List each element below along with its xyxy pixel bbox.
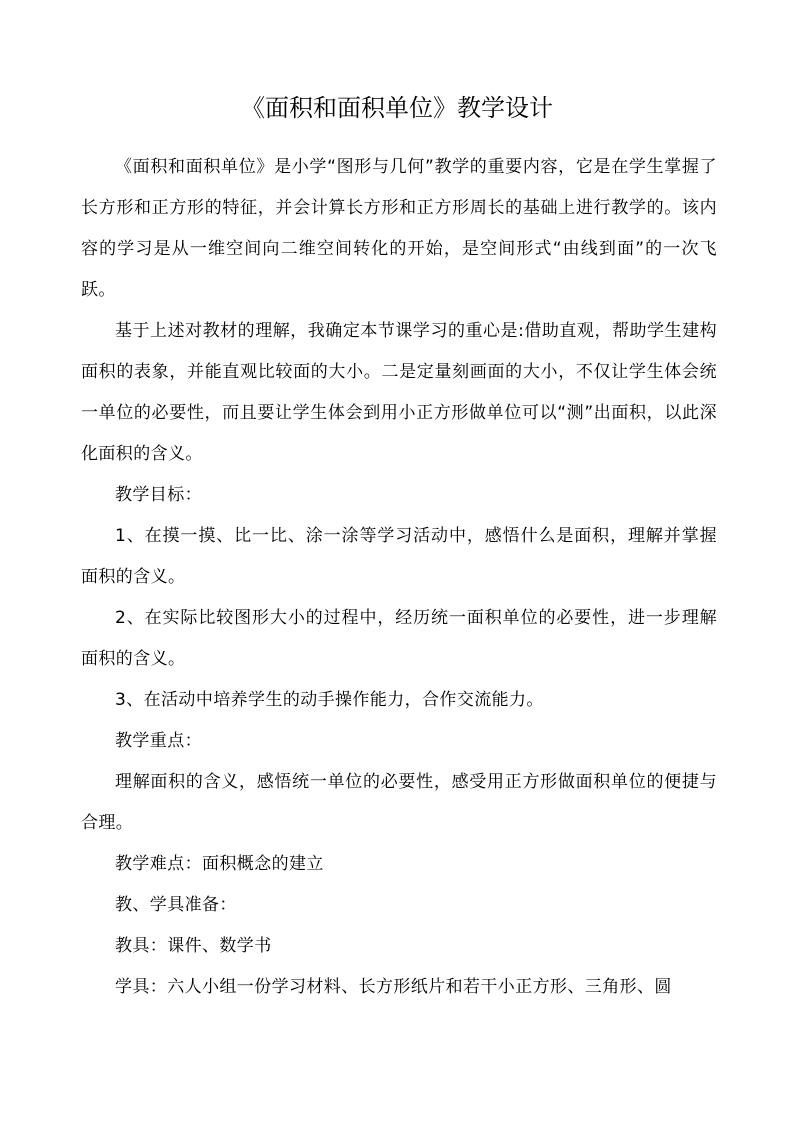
- document-title: 《面积和面积单位》教学设计: [241, 94, 553, 122]
- heading-key-points: 教学重点：: [115, 731, 202, 751]
- heading-materials: 教、学具准备：: [115, 895, 237, 915]
- objective-1: 1、在摸一摸、比一比、涂一涂等学习活动中，感悟什么是面积，理解并掌握面积的含义。: [81, 526, 717, 587]
- key-points-text: 理解面积的含义，感悟统一单位的必要性，感受用正方形做面积单位的便捷与合理。: [81, 772, 717, 833]
- document-body: [81, 147, 717, 1008]
- heading-objectives: 教学目标：: [115, 485, 202, 505]
- paragraph-focus: 基于上述对教材的理解，我确定本节课学习的重心是:借助直观，帮助学生建构面积的表象，并能直观比较面的大小。二是定量刻画面的大小，不仅让学生体会统一单位的必要性，而且要让学生体会到用小正方形做单位可以“测”出面积，以此深化面积的含义。: [81, 321, 717, 464]
- objective-3: 3、在活动中培养学生的动手操作能力，合作交流能力。: [115, 690, 544, 710]
- paragraph-intro: 《面积和面积单位》是小学“图形与几何”教学的重要内容，它是在学生掌握了长方形和正方形的特征，并会计算长方形和正方形周长的基础上进行教学的。该内容的学习是从一维空间向二维空间转化的开始，是空间形式“由线到面”的一次飞跃。: [81, 157, 717, 300]
- teacher-materials: 教具：课件、数学书: [115, 936, 272, 956]
- student-materials: 学具：六人小组一份学习材料、长方形纸片和若干小正方形、三角形、圆: [115, 977, 672, 997]
- objective-2: 2、在实际比较图形大小的过程中，经历统一面积单位的必要性，进一步理解面积的含义。: [81, 608, 717, 669]
- difficult-points: 教学难点：面积概念的建立: [115, 854, 324, 874]
